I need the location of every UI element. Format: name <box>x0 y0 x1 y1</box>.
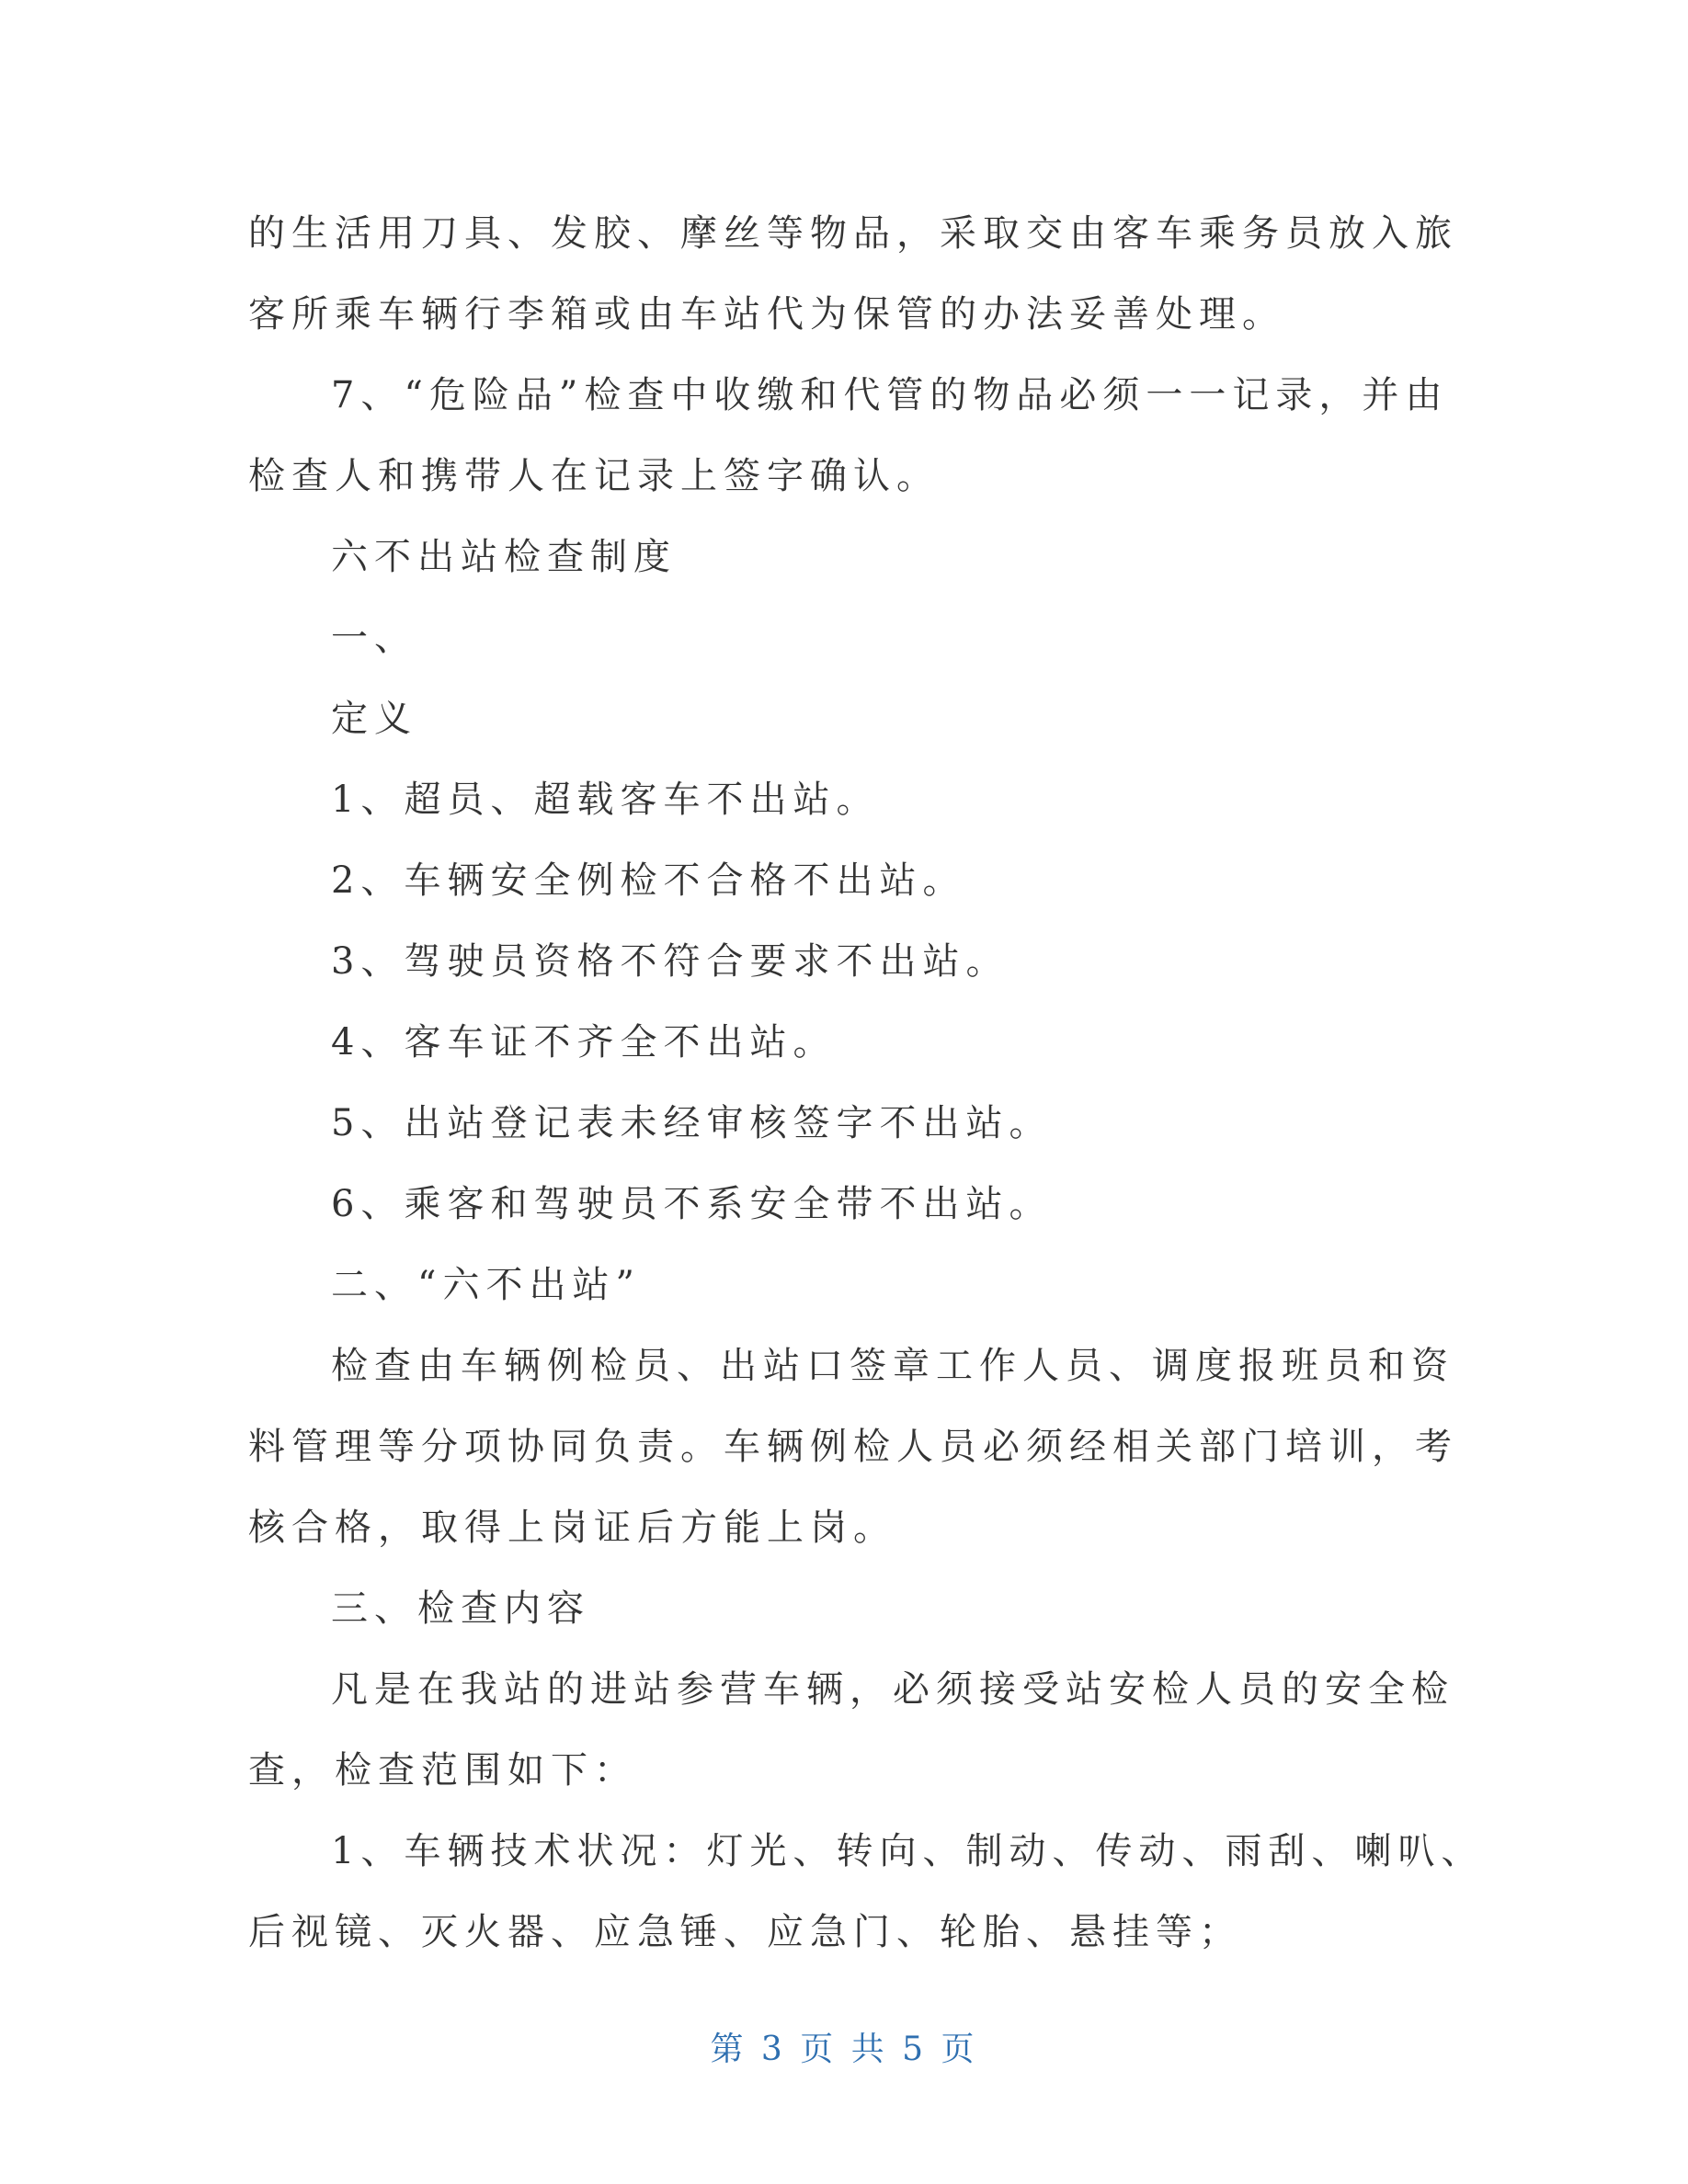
list-item: 5、出站登记表未经审核签字不出站。 <box>331 1102 1053 1144</box>
list-item: 1、车辆技术状况：灯光、转向、制动、传动、雨刮、喇叭、 <box>331 1830 1485 1872</box>
text-line: 客所乘车辆行李箱或由车站代为保管的办法妥善处理。 <box>248 293 1285 336</box>
text-line: 定义 <box>331 698 417 740</box>
list-item: 6、乘客和驾驶员不系安全带不出站。 <box>331 1183 1053 1225</box>
text-line: 一、 <box>331 617 417 659</box>
document-body <box>248 193 1485 1973</box>
section-heading: 三、检查内容 <box>331 1587 590 1630</box>
text-line: 的生活用刀具、发胶、摩丝等物品，采取交由客车乘务员放入旅 <box>248 212 1458 255</box>
list-item: 3、驾驶员资格不符合要求不出站。 <box>331 940 1009 983</box>
text-line: 检查由车辆例检员、出站口签章工作人员、调度报班员和资 <box>331 1345 1454 1387</box>
list-item: 1、超员、超载客车不出站。 <box>331 779 880 821</box>
page-footer: 第 3 页 共 5 页 <box>710 2030 978 2068</box>
text-line: 核合格，取得上岗证后方能上岗。 <box>248 1507 896 1549</box>
text-line: 料管理等分项协同负责。车辆例检人员必须经相关部门培训，考 <box>248 1426 1458 1468</box>
list-item: 2、车辆安全例检不合格不出站。 <box>331 859 966 902</box>
text-line: 7、“危险品”检查中收缴和代管的物品必须一一记录，并由 <box>331 374 1449 416</box>
text-line: 凡是在我站的进站参营车辆，必须接受站安检人员的安全检 <box>331 1668 1454 1711</box>
text-line: 后视镜、灭火器、应急锤、应急门、轮胎、悬挂等； <box>248 1911 1242 1953</box>
section-heading: 二、“六不出站” <box>331 1264 641 1306</box>
section-heading: 六不出站检查制度 <box>331 536 677 578</box>
text-line: 查，检查范围如下： <box>248 1749 637 1792</box>
list-item: 4、客车证不齐全不出站。 <box>331 1021 837 1064</box>
text-line: 检查人和携带人在记录上签字确认。 <box>248 455 940 497</box>
